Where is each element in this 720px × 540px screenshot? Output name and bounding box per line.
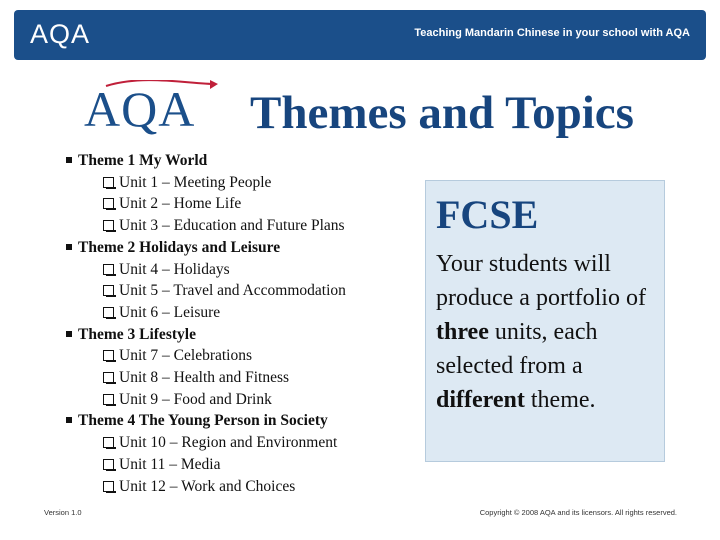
- unit-label: Unit 8 – Health and Fitness: [119, 369, 290, 387]
- unit-label: Unit 4 – Holidays: [119, 260, 230, 278]
- unit-label: Unit 9 – Food and Drink: [119, 390, 272, 408]
- footer-copyright: Copyright © 2008 AQA and its licensors. All rights reserved.: [479, 508, 677, 517]
- unit-item: [66, 215, 406, 237]
- checkbox-bullet-icon: [103, 459, 114, 470]
- fcse-info-box: [425, 180, 665, 462]
- unit-label: Unit 1 – Meeting People: [119, 173, 272, 191]
- theme-label: Theme 2 Holidays and Leisure: [78, 238, 281, 256]
- square-bullet-icon: [66, 157, 72, 163]
- unit-item: [66, 172, 406, 194]
- unit-item: [66, 454, 406, 476]
- fcse-text-part: theme.: [524, 387, 596, 413]
- unit-item: [66, 259, 406, 281]
- header-banner: [14, 10, 706, 60]
- banner-logo: AQA: [30, 19, 91, 49]
- unit-label: Unit 12 – Work and Choices: [119, 477, 296, 495]
- checkbox-bullet-icon: [103, 307, 114, 318]
- theme-label: Theme 3 Lifestyle: [78, 325, 196, 343]
- square-bullet-icon: [66, 417, 72, 423]
- theme-label: Theme 4 The Young Person in Society: [78, 412, 328, 430]
- checkbox-bullet-icon: [103, 350, 114, 361]
- theme-label: Theme 1 My World: [78, 152, 208, 169]
- checkbox-bullet-icon: [103, 285, 114, 296]
- checkbox-bullet-icon: [103, 220, 114, 231]
- square-bullet-icon: [66, 331, 72, 337]
- unit-item: [66, 193, 406, 215]
- logo-swoosh-icon: [84, 80, 224, 140]
- unit-label: Unit 7 – Celebrations: [119, 347, 253, 365]
- theme-item: [66, 237, 406, 259]
- unit-label: Unit 2 – Home Life: [119, 195, 242, 213]
- page-title: Themes and Topics: [250, 87, 634, 139]
- checkbox-bullet-icon: [103, 372, 114, 383]
- checkbox-bullet-icon: [103, 264, 114, 275]
- aqa-logo-text: AQA: [84, 81, 196, 137]
- square-bullet-icon: [66, 244, 72, 250]
- checkbox-bullet-icon: [103, 481, 114, 492]
- themes-list: [66, 150, 406, 497]
- unit-label: Unit 10 – Region and Environment: [119, 434, 338, 452]
- checkbox-bullet-icon: [103, 394, 114, 405]
- unit-label: Unit 11 – Media: [119, 455, 221, 473]
- aqa-logo: [84, 80, 224, 140]
- fcse-text-part: units, each selected from a: [436, 319, 598, 379]
- unit-item: [66, 345, 406, 367]
- unit-item: [66, 367, 406, 389]
- unit-item: [66, 476, 406, 498]
- unit-item: [66, 389, 406, 411]
- banner-title: Teaching Mandarin Chinese in your school with AQA: [414, 27, 690, 39]
- unit-item: [66, 432, 406, 454]
- theme-item: [66, 150, 406, 172]
- unit-item: [66, 302, 406, 324]
- theme-item: [66, 410, 406, 432]
- fcse-text-part: Your students will produce a portfolio of: [436, 251, 646, 311]
- fcse-text-bold: different: [436, 387, 525, 413]
- fcse-title: FCSE: [436, 192, 539, 237]
- fcse-description: [436, 247, 662, 417]
- unit-label: Unit 6 – Leisure: [119, 303, 221, 321]
- unit-label: Unit 3 – Education and Future Plans: [119, 217, 345, 235]
- checkbox-bullet-icon: [103, 177, 114, 188]
- checkbox-bullet-icon: [103, 198, 114, 209]
- fcse-text-bold: three: [436, 319, 489, 345]
- footer-version: Version 1.0: [44, 508, 82, 517]
- checkbox-bullet-icon: [103, 437, 114, 448]
- unit-label: Unit 5 – Travel and Accommodation: [119, 282, 346, 300]
- unit-item: [66, 280, 406, 302]
- theme-item: [66, 324, 406, 346]
